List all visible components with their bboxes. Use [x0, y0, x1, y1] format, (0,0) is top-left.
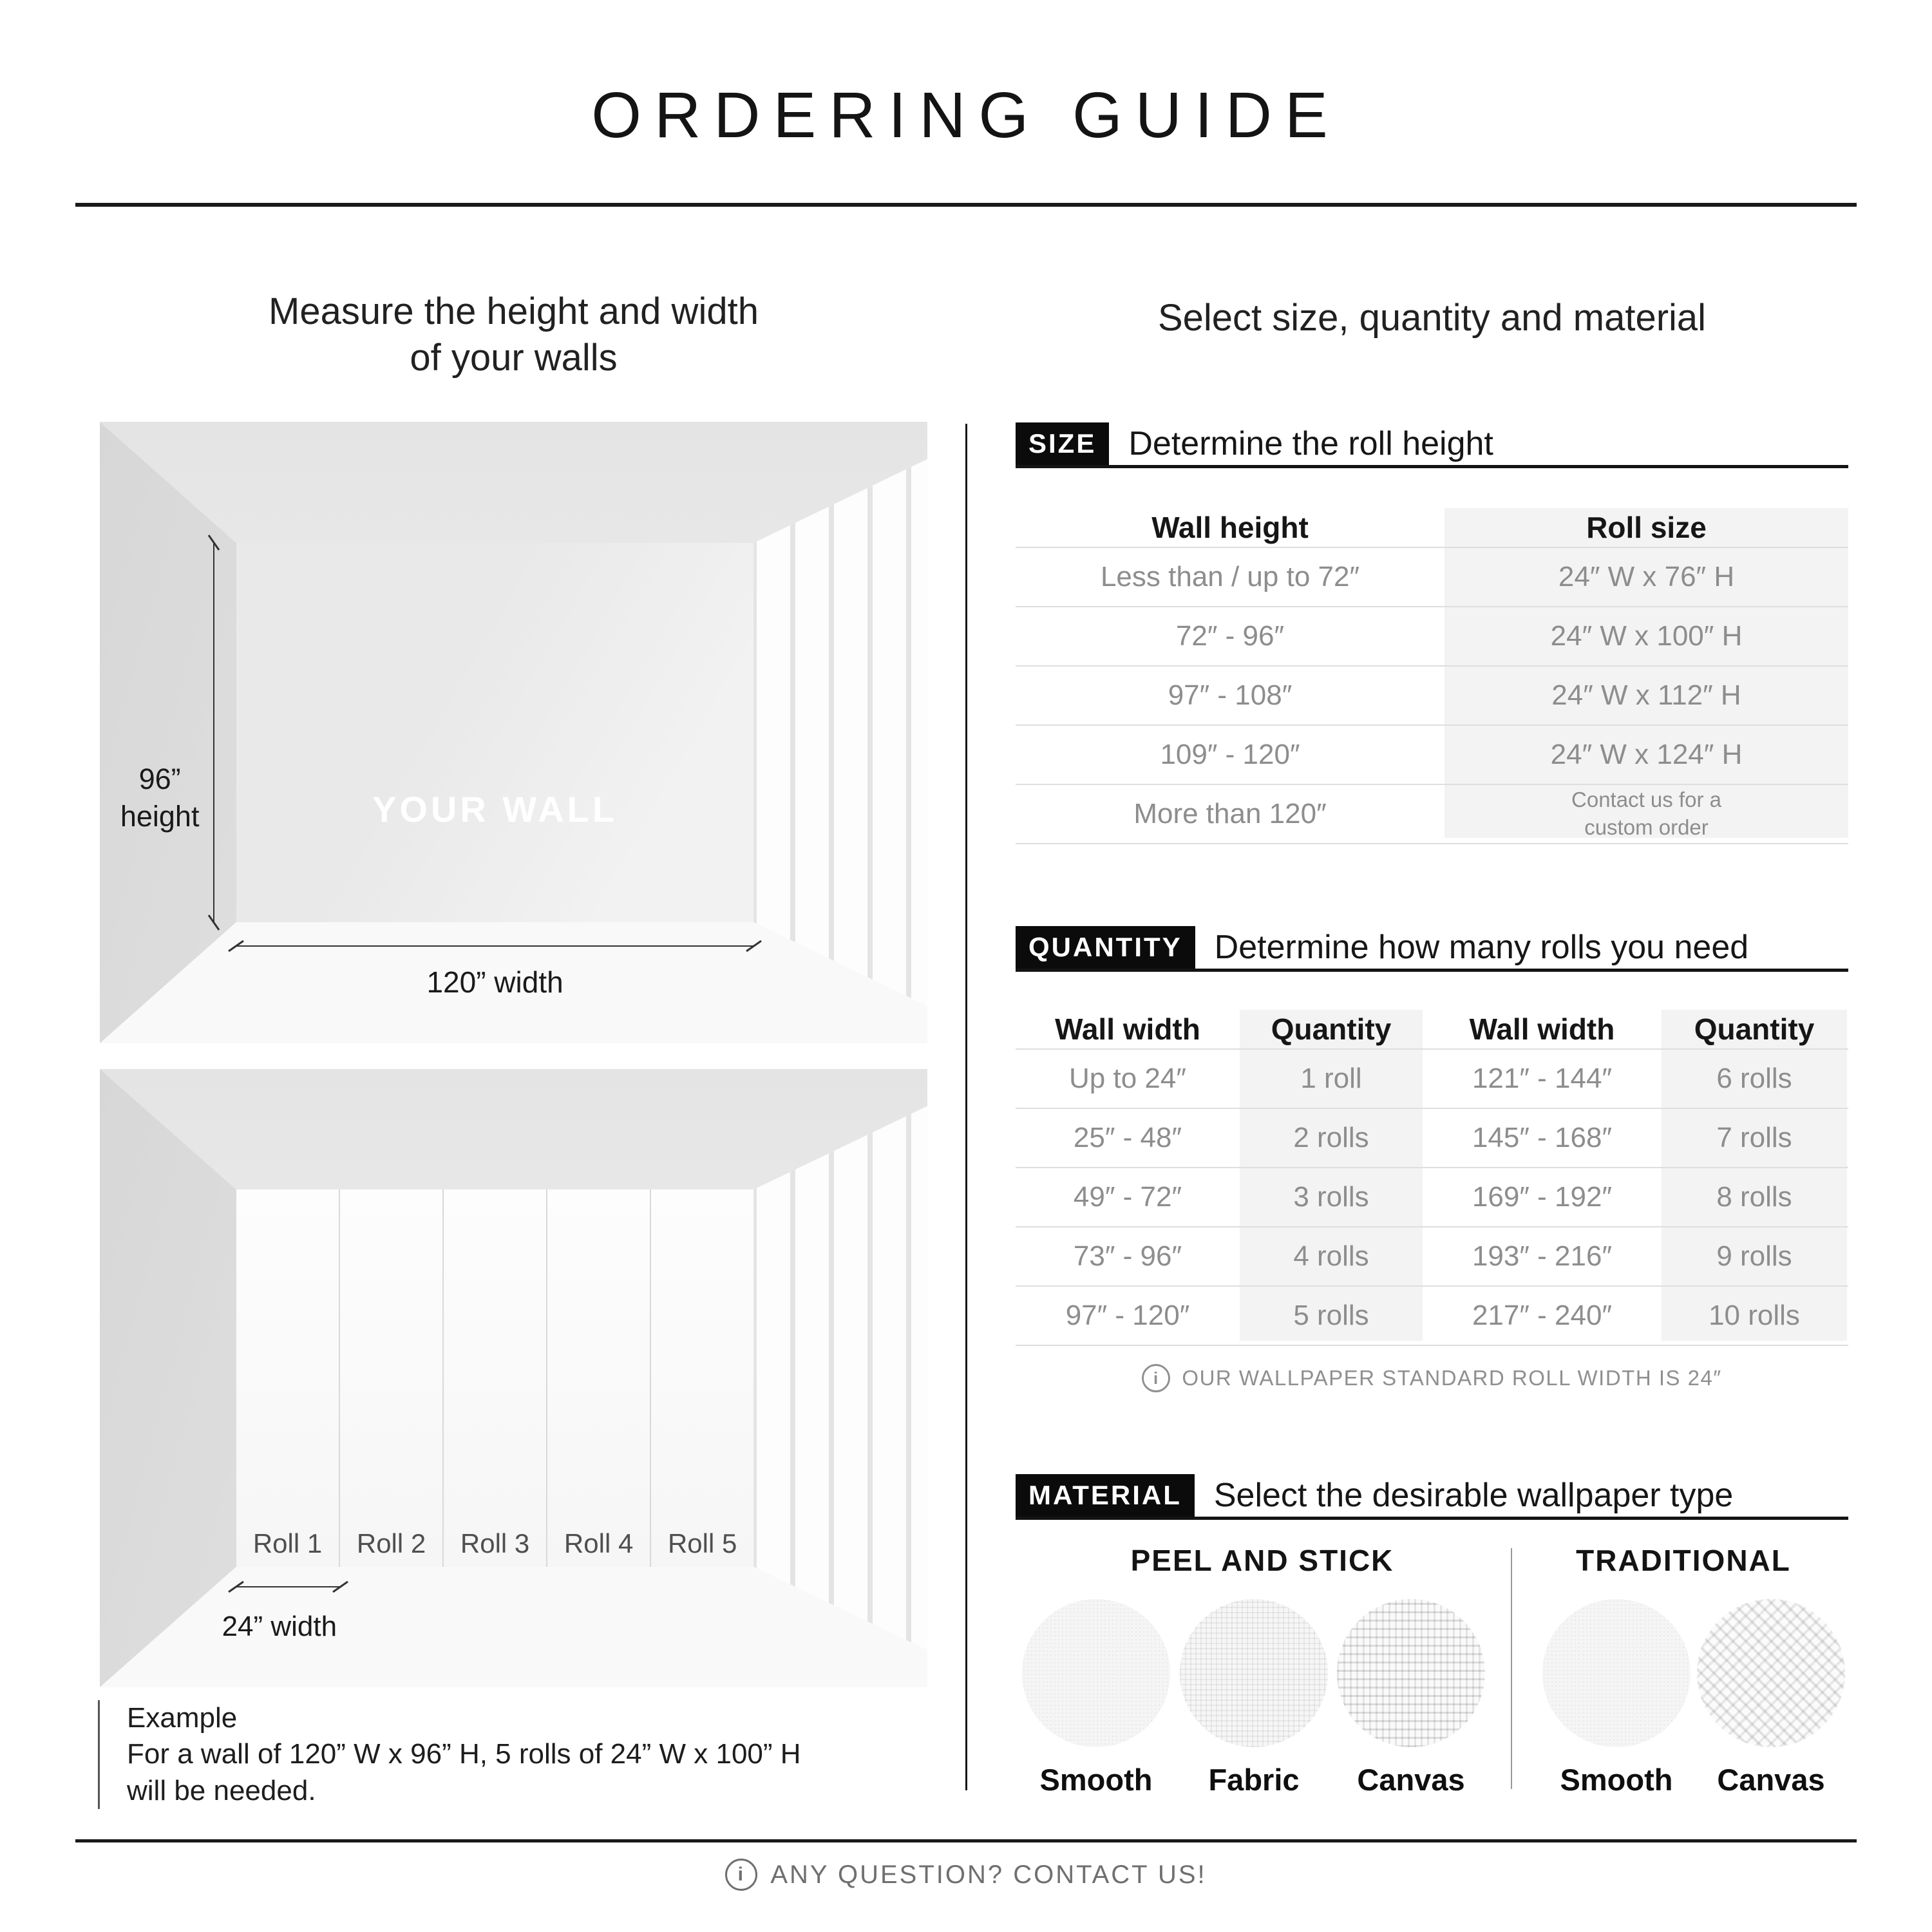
wall-height-value: 109″ - 120″ — [1160, 739, 1300, 770]
custom-order-note: Contact us for a custom order — [1571, 788, 1721, 839]
footer — [0, 1859, 1932, 1891]
size-table — [1016, 508, 1848, 844]
wall-height-value: More than 120″ — [1133, 798, 1327, 829]
peel-and-stick-group-title: PEEL AND STICK — [1130, 1544, 1394, 1577]
size-table-row — [1016, 667, 1848, 726]
swatch-label: Canvas — [1357, 1763, 1465, 1797]
height-dimension-label — [108, 761, 212, 836]
wall-width-value: 145″ - 168″ — [1472, 1122, 1613, 1153]
quantity-value: 7 rolls — [1716, 1122, 1792, 1153]
roll-panel — [547, 1189, 651, 1567]
header-divider — [75, 203, 1857, 207]
back-wall-surface — [236, 543, 753, 922]
fabric-texture-swatch — [1180, 1599, 1328, 1747]
roll-layout-room-illustration — [100, 1069, 927, 1687]
roll-panel — [236, 1189, 340, 1567]
quantity-value: 6 rolls — [1716, 1063, 1792, 1094]
size-table-row — [1016, 785, 1848, 844]
roll-width-dimension-line — [236, 1586, 340, 1587]
quantity-table-row — [1016, 1227, 1848, 1287]
roll-panel — [651, 1189, 753, 1567]
size-section-label: Determine the roll height — [1128, 425, 1493, 462]
measure-walls-heading-line2: of your walls — [410, 336, 618, 379]
height-dimension-line — [213, 543, 214, 922]
height-value: 96” — [138, 762, 181, 795]
roll-size-value — [1444, 786, 1848, 842]
smooth-texture-swatch — [1022, 1599, 1170, 1747]
footer-divider — [75, 1839, 1857, 1842]
wall-width-value: 25″ - 48″ — [1073, 1122, 1182, 1153]
traditional-group-title: TRADITIONAL — [1576, 1544, 1791, 1577]
wall-width-value: 193″ - 216″ — [1472, 1240, 1613, 1272]
roll-label: Roll 3 — [460, 1528, 530, 1558]
quantity-table-header-row — [1016, 1010, 1848, 1050]
contact-us-text: ANY QUESTION? CONTACT US! — [770, 1860, 1207, 1889]
wallpaper-roll-panels — [236, 1189, 753, 1567]
info-icon — [725, 1859, 757, 1891]
quantity-table-row — [1016, 1287, 1848, 1346]
info-icon — [1142, 1364, 1170, 1392]
material-section-header — [1016, 1474, 1848, 1520]
wall-height-value: 72″ - 96″ — [1175, 620, 1285, 652]
example-line1: For a wall of 120” W x 96” H, 5 rolls of 24” W x 100” H — [127, 1738, 801, 1770]
wall-width-column-header: Wall width — [1469, 1012, 1615, 1046]
wall-height-value: 97″ - 108″ — [1168, 679, 1293, 711]
quantity-table-row — [1016, 1109, 1848, 1168]
material-group-divider — [1511, 1548, 1512, 1789]
wall-width-value: 97″ - 120″ — [1065, 1300, 1190, 1331]
roll-size-value: 24″ W x 76″ H — [1558, 561, 1735, 592]
quantity-value: 10 rolls — [1709, 1300, 1800, 1331]
example-block — [98, 1700, 900, 1809]
roll-size-value: 24″ W x 112″ H — [1551, 679, 1741, 711]
smooth-texture-swatch — [1542, 1599, 1690, 1747]
wall-width-value: 121″ - 144″ — [1472, 1063, 1613, 1094]
quantity-badge: QUANTITY — [1016, 926, 1195, 969]
roll-label: Roll 5 — [667, 1528, 737, 1558]
size-badge: SIZE — [1016, 422, 1109, 465]
width-dimension-line — [236, 945, 753, 947]
roll-size-value: 24″ W x 124″ H — [1550, 739, 1743, 770]
height-word: height — [120, 800, 200, 833]
roll-width-note-text: OUR WALLPAPER STANDARD ROLL WIDTH IS 24″ — [1182, 1366, 1722, 1390]
quantity-value: 2 rolls — [1293, 1122, 1369, 1153]
roll-label: Roll 2 — [356, 1528, 426, 1558]
material-section-label: Select the desirable wallpaper type — [1213, 1477, 1734, 1514]
swatch-label: Fabric — [1208, 1763, 1300, 1797]
quantity-table — [1016, 1010, 1848, 1346]
example-line2: will be needed. — [127, 1774, 316, 1806]
quantity-section-label: Determine how many rolls you need — [1214, 929, 1749, 966]
size-table-row — [1016, 607, 1848, 667]
canvas-texture-swatch — [1337, 1599, 1485, 1747]
roll-panel — [340, 1189, 444, 1567]
wall-width-value: 73″ - 96″ — [1073, 1240, 1182, 1272]
roll-size-value: 24″ W x 100″ H — [1550, 620, 1743, 652]
quantity-value: 5 rolls — [1293, 1300, 1369, 1331]
quantity-table-row — [1016, 1050, 1848, 1109]
roll-panel — [444, 1189, 547, 1567]
page-title: ORDERING GUIDE — [591, 79, 1341, 151]
quantity-value: 4 rolls — [1293, 1240, 1369, 1272]
swatch-label: Smooth — [1039, 1763, 1153, 1797]
roll-label: Roll 4 — [564, 1528, 634, 1558]
quantity-value: 1 roll — [1300, 1063, 1362, 1094]
your-wall-label: YOUR WALL — [372, 789, 618, 830]
measure-walls-heading — [100, 289, 927, 381]
size-table-row — [1016, 548, 1848, 607]
material-badge: MATERIAL — [1016, 1474, 1195, 1517]
wall-width-value: 217″ - 240″ — [1472, 1300, 1613, 1331]
size-section-header — [1016, 422, 1848, 468]
roll-size-column-header: Roll size — [1586, 511, 1707, 544]
wall-height-column-header: Wall height — [1151, 511, 1309, 544]
select-options-heading: Select size, quantity and material — [1157, 297, 1707, 339]
size-table-header-row — [1016, 508, 1848, 548]
quantity-column-header: Quantity — [1694, 1012, 1815, 1046]
quantity-value: 3 rolls — [1293, 1181, 1369, 1213]
swatch-label: Smooth — [1560, 1763, 1673, 1797]
quantity-column-header: Quantity — [1271, 1012, 1392, 1046]
roll-label: Roll 1 — [252, 1528, 323, 1558]
measured-room-illustration — [100, 422, 927, 1043]
roll-width-note — [1016, 1364, 1848, 1392]
wall-width-value: Up to 24″ — [1069, 1063, 1186, 1094]
wall-height-value: Less than / up to 72″ — [1100, 561, 1360, 592]
measure-walls-heading-line1: Measure the height and width — [269, 290, 759, 332]
roll-width-dimension-label: 24” width — [222, 1610, 337, 1642]
quantity-table-row — [1016, 1168, 1848, 1227]
quantity-value: 9 rolls — [1716, 1240, 1792, 1272]
canvas-texture-swatch — [1697, 1599, 1845, 1747]
quantity-value: 8 rolls — [1716, 1181, 1792, 1213]
size-table-row — [1016, 726, 1848, 785]
quantity-section-header — [1016, 926, 1848, 972]
wall-width-column-header: Wall width — [1055, 1012, 1200, 1046]
example-title: Example — [127, 1702, 238, 1734]
wall-width-value: 169″ - 192″ — [1472, 1181, 1613, 1213]
wall-width-value: 49″ - 72″ — [1073, 1181, 1182, 1213]
column-divider — [965, 424, 967, 1790]
width-dimension-label: 120” width — [426, 965, 564, 999]
swatch-label: Canvas — [1717, 1763, 1825, 1797]
